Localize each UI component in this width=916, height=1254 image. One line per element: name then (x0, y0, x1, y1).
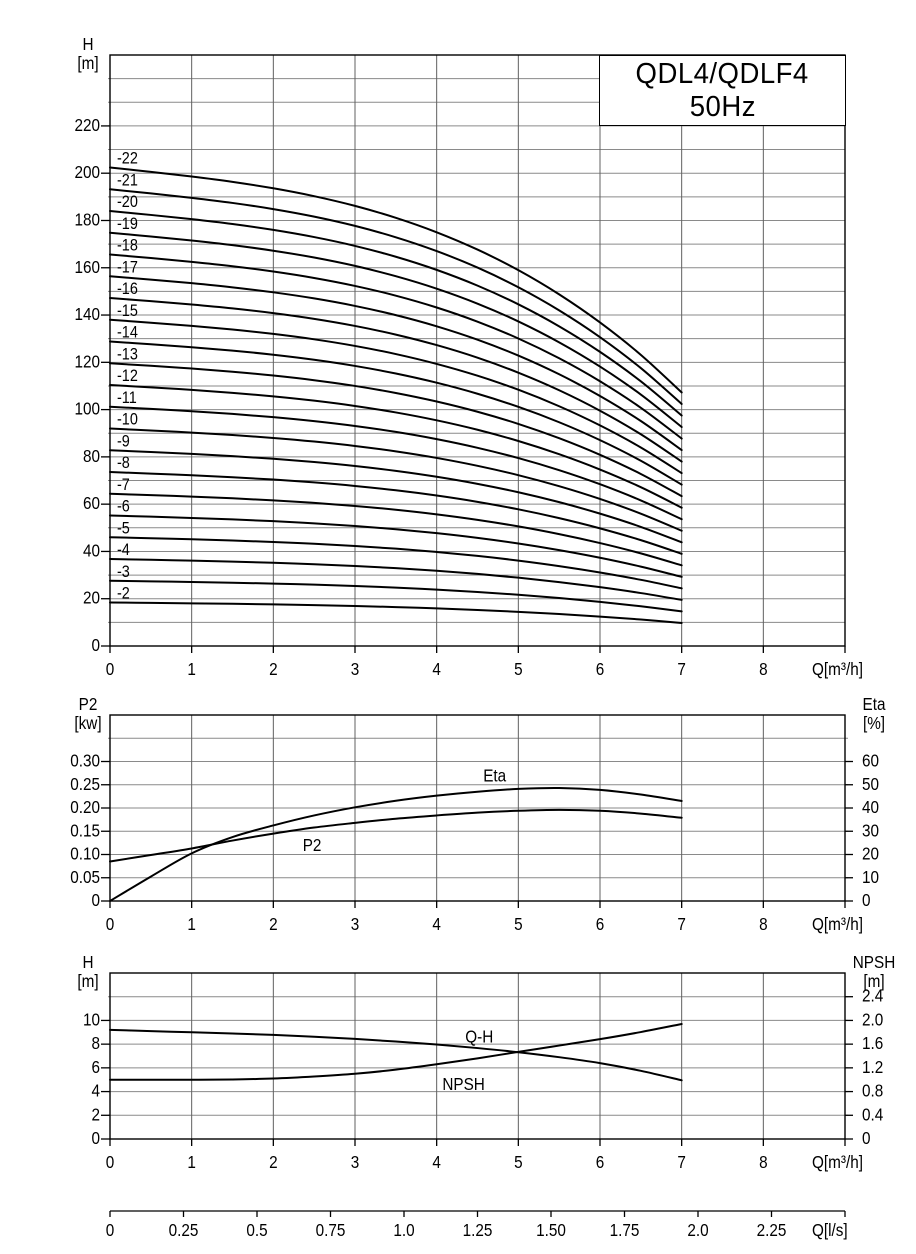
y-left-tick-label: 6 (91, 1056, 100, 1078)
stage-label-10: -10 (117, 410, 138, 429)
x-tick-label: 2 (269, 913, 278, 935)
x-tick-label: 7 (677, 913, 686, 935)
y-right-axis-unit: [m] (863, 970, 885, 992)
y-left-tick-label: 120 (74, 351, 100, 372)
y-right-tick-label: 40 (862, 796, 880, 818)
y-right-axis-unit: [%] (862, 712, 886, 734)
head-curve-10 (110, 429, 682, 531)
y-left-tick-label: 140 (74, 303, 100, 325)
y-left-tick-label: 0.25 (70, 773, 100, 795)
lps-tick-label: 0 (105, 1219, 115, 1241)
chart-title-box (599, 55, 846, 126)
x-tick-label: 0 (105, 913, 115, 935)
x-tick-label: 1 (187, 1151, 196, 1173)
x-tick-label: 8 (759, 1151, 768, 1173)
lps-tick-label: 1.75 (609, 1219, 640, 1241)
y-left-tick-label: 8 (91, 1032, 100, 1054)
stage-label-20: -20 (117, 193, 138, 212)
lps-tick-label: 1.0 (393, 1219, 415, 1241)
qh-npsh-chart (77, 952, 895, 1172)
curve-label-npsh: NPSH (442, 1073, 485, 1095)
lps-tick-label: 0.25 (168, 1219, 199, 1241)
x-tick-label: 1 (187, 658, 196, 680)
y-left-tick-label: 0 (91, 889, 100, 911)
y-right-tick-label: 30 (862, 820, 880, 841)
y-left-tick-label: 0.05 (70, 866, 100, 888)
head-curve-12 (110, 385, 682, 508)
y-right-tick-label: 1.2 (862, 1056, 884, 1078)
x-axis-unit: Q[m³/h] (812, 658, 863, 680)
curve-label-eta: Eta (483, 765, 507, 787)
head-curve-4 (110, 559, 682, 603)
lps-tick-label: 0.5 (246, 1219, 268, 1241)
head-curve-22 (110, 168, 682, 393)
x-tick-label: 7 (677, 658, 686, 680)
stage-label-6: -6 (117, 497, 130, 516)
lps-tick-label: 1.25 (462, 1219, 493, 1241)
x-tick-label: 6 (595, 913, 605, 935)
y-right-tick-label: 0.4 (862, 1104, 884, 1125)
power-efficiency-chart (70, 694, 886, 934)
x-tick-label: 8 (759, 913, 768, 935)
y-left-tick-label: 0.15 (70, 820, 100, 841)
x-tick-label: 5 (514, 658, 523, 680)
x-tick-label: 5 (514, 913, 523, 935)
curve-q-h (110, 1030, 682, 1080)
stage-label-8: -8 (117, 454, 130, 473)
curve-label-p2: P2 (302, 834, 322, 856)
head-curve-15 (110, 320, 682, 473)
y-right-axis-title: NPSH (852, 951, 896, 973)
frequency-subtitle: 50Hz (689, 90, 756, 123)
x-axis-unit: Q[m³/h] (812, 913, 863, 935)
y-right-tick-label: 10 (862, 866, 880, 888)
x-tick-label: 7 (677, 1151, 686, 1173)
y-left-tick-label: 220 (74, 114, 100, 136)
y-left-tick-label: 4 (91, 1080, 100, 1101)
y-left-tick-label: 10 (82, 1009, 100, 1030)
curve-label-q-h: Q-H (465, 1026, 494, 1047)
y-left-axis-title: H (82, 33, 94, 55)
y-left-axis-unit: [m] (77, 52, 99, 74)
stage-label-16: -16 (117, 280, 138, 299)
stage-label-11: -11 (117, 388, 137, 408)
y-left-axis-title: P2 (78, 693, 98, 715)
x-tick-label: 3 (350, 658, 360, 680)
x-tick-label: 6 (595, 1151, 605, 1173)
x-tick-label: 2 (269, 1151, 278, 1173)
x-axis-unit: Q[m³/h] (812, 1151, 863, 1173)
curve-p2 (110, 810, 682, 862)
stage-label-9: -9 (117, 432, 130, 451)
lps-tick-label: 2.25 (756, 1219, 787, 1241)
stage-label-15: -15 (117, 301, 138, 321)
x-tick-label: 0 (105, 1151, 115, 1173)
stage-label-4: -4 (117, 540, 130, 560)
y-right-tick-label: 0 (862, 889, 871, 911)
y-left-tick-label: 0.30 (70, 750, 100, 771)
stage-label-12: -12 (117, 367, 138, 386)
y-left-tick-label: 160 (74, 256, 100, 278)
stage-label-17: -17 (117, 258, 138, 277)
x-tick-label: 8 (759, 658, 768, 680)
stage-label-22: -22 (117, 149, 138, 168)
stage-label-5: -5 (117, 519, 130, 538)
y-left-tick-label: 0.10 (70, 843, 100, 864)
lps-tick-label: 1.50 (536, 1219, 566, 1241)
x-tick-label: 2 (269, 658, 278, 680)
y-right-axis-title: Eta (862, 693, 886, 715)
y-left-tick-label: 200 (74, 162, 100, 183)
lps-tick-label: 2.0 (687, 1219, 709, 1241)
y-left-tick-label: 0 (91, 1127, 100, 1149)
x-tick-label: 3 (350, 1151, 360, 1173)
y-left-tick-label: 80 (82, 445, 100, 467)
x-tick-label: 4 (432, 1151, 441, 1173)
y-right-tick-label: 20 (862, 843, 880, 864)
x-tick-label: 0 (105, 658, 115, 680)
y-right-tick-label: 50 (862, 773, 880, 795)
stage-label-2: -2 (117, 584, 130, 603)
x-tick-label: 3 (350, 913, 360, 935)
y-right-tick-label: 60 (862, 750, 880, 771)
stage-label-19: -19 (117, 214, 138, 234)
y-left-tick-label: 60 (82, 492, 100, 514)
y-left-tick-label: 180 (74, 209, 100, 230)
x-tick-label: 6 (595, 658, 605, 680)
stage-label-14: -14 (117, 323, 138, 342)
curve-eta (110, 788, 682, 901)
head-curve-5 (110, 537, 682, 588)
lps-tick-label: 0.75 (315, 1219, 346, 1241)
x-tick-label: 5 (514, 1151, 523, 1173)
y-left-axis-title: H (82, 951, 94, 973)
x-tick-label: 4 (432, 658, 441, 680)
x-tick-label: 1 (187, 913, 196, 935)
head-chart (74, 34, 862, 679)
stage-label-18: -18 (117, 236, 138, 255)
y-left-tick-label: 2 (91, 1104, 100, 1125)
y-left-tick-label: 40 (82, 540, 100, 561)
stage-label-13: -13 (117, 345, 138, 364)
y-right-tick-label: 0.8 (862, 1080, 884, 1101)
y-right-tick-label: 2.4 (862, 985, 884, 1007)
lps-scale-ruler (106, 1211, 848, 1240)
pump-model-title: QDL4/QDLF4 (635, 57, 810, 90)
y-left-tick-label: 0.20 (70, 796, 100, 818)
y-left-tick-label: 20 (82, 587, 100, 609)
x-tick-label: 4 (432, 913, 441, 935)
stage-label-21: -21 (117, 171, 138, 190)
stage-label-3: -3 (117, 562, 130, 582)
y-right-tick-label: 1.6 (862, 1032, 884, 1054)
y-left-axis-unit: [m] (77, 970, 99, 992)
head-curve-2 (110, 603, 682, 623)
y-left-tick-label: 100 (74, 398, 100, 419)
y-right-tick-label: 2.0 (862, 1009, 884, 1030)
y-left-tick-label: 0 (91, 634, 100, 656)
stage-label-7: -7 (117, 475, 130, 495)
plot-border (110, 973, 845, 1139)
y-left-axis-unit: [kw] (74, 712, 102, 734)
lps-axis-unit: Q[l/s] (812, 1219, 848, 1241)
y-right-tick-label: 0 (862, 1127, 871, 1149)
